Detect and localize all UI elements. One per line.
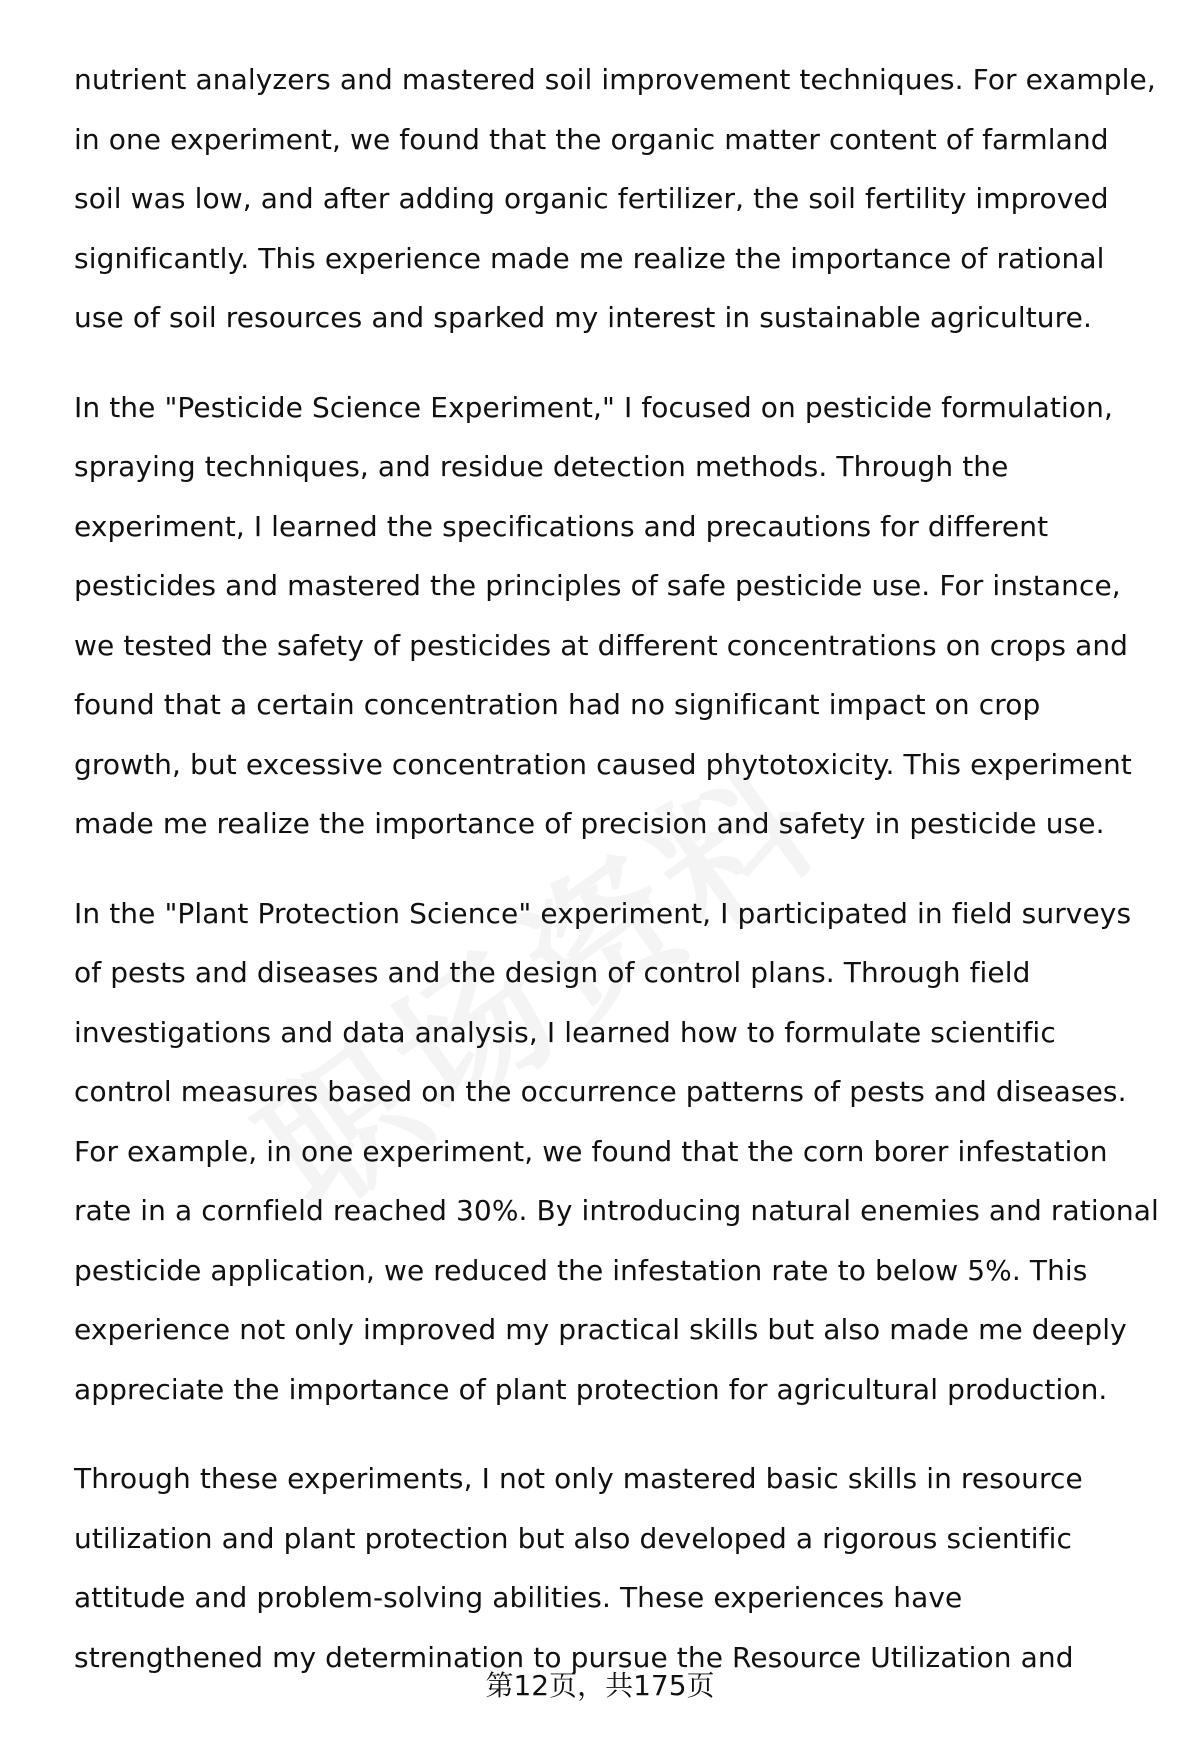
text-line: nutrient analyzers and mastered soil improvement techniques. For example,: [74, 63, 1156, 96]
text-line: found that a certain concentration had no significant impact on crop: [74, 688, 1041, 721]
text-line: strengthened my determination to pursue the Resource Utilization and: [74, 1640, 1074, 1674]
text-line: experience not only improved my practical skills but also made me deeply: [74, 1313, 1127, 1346]
text-line: In the "Pesticide Science Experiment," I focused on pesticide formulation,: [74, 390, 1113, 424]
text-line: investigations and data analysis, I learned how to formulate scientific: [74, 1015, 1056, 1049]
page-number-footer: 第12页，共175页: [485, 1669, 715, 1702]
text-line: pesticide application, we reduced the infestation rate to below 5%. This: [74, 1253, 1088, 1287]
text-line: soil was low, and after adding organic fertilizer, the soil fertility improved: [74, 182, 1109, 215]
text-line: For example, in one experiment, we found that the corn borer infestation: [74, 1134, 1108, 1168]
paragraph-1: [74, 50, 1164, 348]
text-line: utilization and plant protection but also developed a rigorous scientific: [74, 1521, 1072, 1555]
document-body: [74, 50, 1164, 1717]
text-line: significantly. This experience made me realize the importance of rational: [74, 241, 1105, 275]
text-line: control measures based on the occurrence patterns of pests and diseases.: [74, 1075, 1127, 1108]
text-line: attitude and problem-solving abilities. These experiences have: [74, 1581, 963, 1614]
text-line: spraying techniques, and residue detection methods. Through the: [74, 450, 1009, 483]
paragraph-2: [74, 378, 1164, 854]
text-line: rate in a cornfield reached 30%. By introducing natural enemies and rational: [74, 1194, 1159, 1227]
text-line: use of soil resources and sparked my interest in sustainable agriculture.: [74, 301, 1092, 334]
text-line: made me realize the importance of precision and safety in pesticide use.: [74, 807, 1105, 840]
text-line: appreciate the importance of plant protection for agricultural production.: [74, 1372, 1108, 1406]
paragraph-3: [74, 884, 1164, 1420]
text-line: pesticides and mastered the principles of safe pesticide use. For instance,: [74, 569, 1121, 602]
text-line: in one experiment, we found that the organic matter content of farmland: [74, 122, 1109, 156]
text-line: Through these experiments, I not only mastered basic skills in resource: [74, 1462, 1083, 1495]
text-line: In the "Plant Protection Science" experiment, I participated in field surveys: [74, 896, 1132, 930]
text-line: experiment, I learned the specifications and precautions for different: [74, 509, 1049, 543]
text-line: of pests and diseases and the design of control plans. Through field: [74, 956, 1031, 989]
paragraph-4: [74, 1449, 1164, 1687]
text-line: we tested the safety of pesticides at different concentrations on crops and: [74, 628, 1129, 662]
text-line: growth, but excessive concentration caused phytotoxicity. This experiment: [74, 747, 1132, 781]
